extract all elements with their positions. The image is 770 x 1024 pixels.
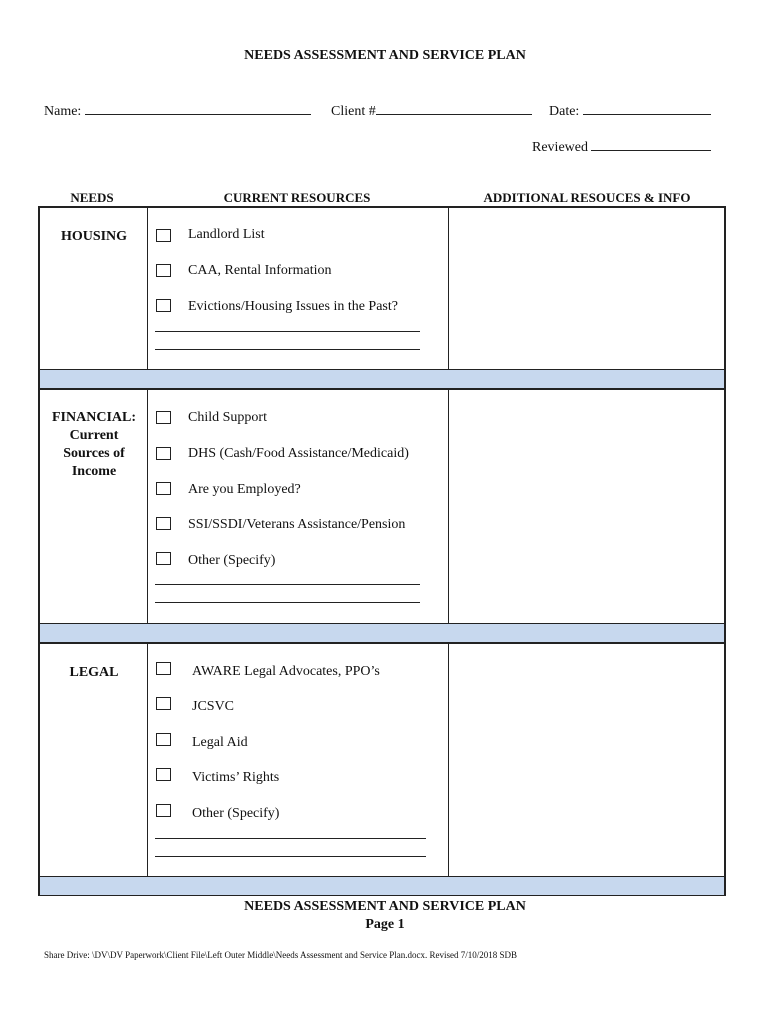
item-victims-rights: Victims’ Rights [192, 770, 280, 785]
needs-table [38, 206, 726, 896]
name-field[interactable] [85, 102, 311, 115]
reviewed-label: Reviewed [532, 140, 588, 155]
column-header-needs: NEEDS [70, 190, 114, 205]
reviewed-field[interactable] [591, 138, 711, 151]
financial-label-line: Income [71, 464, 117, 479]
column-divider [147, 208, 148, 894]
item-employed: Are you Employed? [188, 482, 301, 497]
name-label: Name: [44, 104, 82, 119]
item-ssi: SSI/SSDI/Veterans Assistance/Pension [188, 517, 406, 532]
checkbox-dhs[interactable] [156, 447, 171, 460]
item-dhs: DHS (Cash/Food Assistance/Medicaid) [188, 446, 409, 461]
checkbox-employed[interactable] [156, 482, 171, 495]
checkbox-landlord-list[interactable] [156, 229, 171, 242]
item-financial-other: Other (Specify) [188, 553, 276, 568]
legal-specify-line[interactable] [155, 838, 426, 839]
checkbox-legal-other[interactable] [156, 804, 171, 817]
section-separator [40, 369, 724, 390]
footer-title: NEEDS ASSESSMENT AND SERVICE PLAN [244, 899, 526, 914]
legal-label: LEGAL [69, 665, 119, 680]
financial-specify-line[interactable] [155, 584, 420, 585]
page-number: Page 1 [365, 917, 405, 932]
name-field-row [44, 102, 311, 120]
section-separator [40, 623, 724, 644]
housing-specify-line[interactable] [155, 349, 420, 350]
date-field-row [549, 102, 711, 120]
checkbox-caa-rental[interactable] [156, 264, 171, 277]
item-legal-other: Other (Specify) [192, 806, 280, 821]
item-aware-legal: AWARE Legal Advocates, PPO’s [192, 664, 380, 679]
client-field[interactable] [376, 102, 532, 115]
legal-specify-line[interactable] [155, 856, 426, 857]
item-evictions: Evictions/Housing Issues in the Past? [188, 299, 398, 314]
reviewed-field-row [532, 138, 711, 156]
checkbox-jcsvc[interactable] [156, 697, 171, 710]
checkbox-legal-aid[interactable] [156, 733, 171, 746]
section-separator [40, 876, 724, 895]
checkbox-ssi[interactable] [156, 517, 171, 530]
housing-label: HOUSING [60, 229, 128, 244]
item-landlord-list: Landlord List [188, 227, 265, 242]
item-jcsvc: JCSVC [192, 699, 235, 714]
checkbox-child-support[interactable] [156, 411, 171, 424]
checkbox-aware-legal[interactable] [156, 662, 171, 675]
client-field-row [331, 102, 532, 120]
column-header-additional-resources: ADDITIONAL RESOUCES & INFO [483, 190, 691, 205]
checkbox-victims-rights[interactable] [156, 768, 171, 781]
file-path-note: Share Drive: \DV\DV Paperwork\Client File\Left Outer Middle\Needs Assessment and Service Plan.docx. Revised 7/10/2018 SDB [44, 950, 518, 960]
housing-specify-line[interactable] [155, 331, 420, 332]
financial-specify-line[interactable] [155, 602, 420, 603]
column-divider [448, 208, 449, 894]
financial-label-line: Current [69, 428, 119, 443]
financial-label-line: Sources of [63, 446, 125, 461]
checkbox-evictions[interactable] [156, 299, 171, 312]
checkbox-financial-other[interactable] [156, 552, 171, 565]
date-field[interactable] [583, 102, 711, 115]
client-label: Client # [331, 104, 376, 119]
form-title: NEEDS ASSESSMENT AND SERVICE PLAN [244, 48, 526, 63]
column-header-current-resources: CURRENT RESOURCES [223, 190, 371, 205]
item-child-support: Child Support [188, 410, 267, 425]
date-label: Date: [549, 104, 580, 119]
item-caa-rental: CAA, Rental Information [188, 263, 332, 278]
financial-label-line: FINANCIAL: [52, 410, 136, 425]
item-legal-aid: Legal Aid [192, 735, 248, 750]
financial-label [40, 409, 148, 481]
